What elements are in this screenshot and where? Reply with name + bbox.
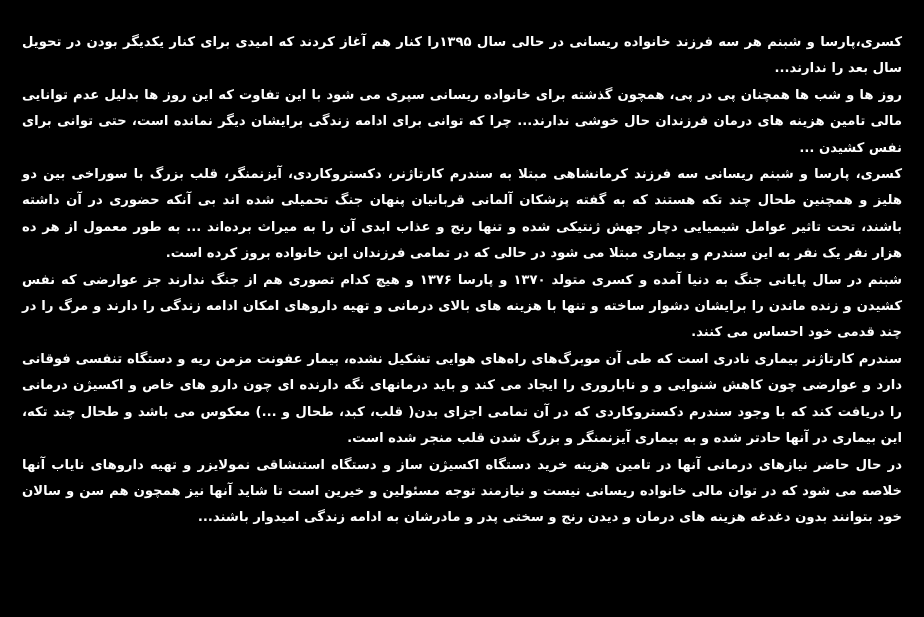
paragraph-needs: در حال حاضر نیازهای درمانی آنها در تامین هزینه خرید دستگاه اکسیژن ساز و دستگاه استنشاقی نمولایزر و تهیه داروهای نایاب آنها خلاصه می شود که در توان مالی خانواده ریسانی نیست و نیازمند توجه مسئولین و خیرین است تا شاید آنها نیز همچون هم سن و سالان خود بتوانند بدون دغدغه هزینه های درمان و دیدن رنج و سختی پدر و مادرشان به ادامه زندگی امیدوار باشند... [22, 457, 902, 526]
paragraph-kartagener: سندرم کارتاژنر بیماری نادری است که طی آن موبرگ‌های راه‌های هوایی تشکیل نشده، بیمار عفونت مزمن ریه و دستگاه تنفسی فوقانی دارد و عوارضی چون کاهش شنوایی و و ناباروری را ایجاد می کند و باید درمانهای نگه دارنده ای چون دارو های خاص و اکسیژن درمانی را دریافت کند که با وجود سندرم دکستروکاردی که در آن تمامی اجزای بدن( قلب، کبد، طحال و ...) معکوس می باشد و طحال چند تکه، این بیماری در آنها حادتر شده و به بیماری آیزنمنگر و بزرگ شدن قلب منجر شده است. [22, 351, 902, 447]
paragraph-siblings: شبنم در سال پایانی جنگ به دنیا آمده و کسری متولد ۱۳۷۰ و پارسا ۱۳۷۶ و هیچ کدام تصوری هم از جنگ ندارند جز عوارضی که نفس کشیدن و زنده ماندن را برایشان دشوار ساخته و تنها با هزینه های بالای درمانی و تهیه داروهای امکان ادامه زندگی را دارند و مرگ را در چند قدمی خود احساس می کنند. [22, 272, 902, 341]
paragraph-intro: کسری،پارسا و شبنم هر سه فرزند خانواده ریسانی در حالی سال ۱۳۹۵را کنار هم آغاز کردند که امیدی برای کنار یکدیگر بودن در تحویل سال بعد را ندارند... [22, 35, 902, 77]
paragraph-syndromes: کسری، پارسا و شبنم ریسانی سه فرزند کرمانشاهی مبتلا به سندرم کارتاژنر، دکستروکاردی، آیزنمنگر، قلب بزرگ با سوراخی بین دو هلیز و همچنین طحال چند تکه هستند که به گفته پزشکان آلمانی قربانیان پنهان جنگ تحمیلی شده اند بی آنکه حضوری در آن داشته باشند، تحت تاثیر عوامل شیمیایی دچار جهش ژنتیکی شده و تنها رنج و عذاب ابدی آن را به میراث برده‌اند ... به طور معمول از هر ده هزار نفر یک نفر به این سندرم و بیماری مبتلا می شود در حالی که در تمامی فرزندان این خانواده بروز کرده است. [22, 167, 902, 262]
paragraph-days: روز ها و شب ها همچنان پی در پی، همچون گذشته برای خانواده ریسانی سپری می شود با این تفاوت که این روز ها بدلیل عدم توانایی مالی تامین هزینه های درمان فرزندان حال خوشی ندارند... چرا که توانی برای ادامه زندگی برایشان دیگر نمانده است، حتی توانی برای نفس کشیدن ... [22, 87, 902, 156]
